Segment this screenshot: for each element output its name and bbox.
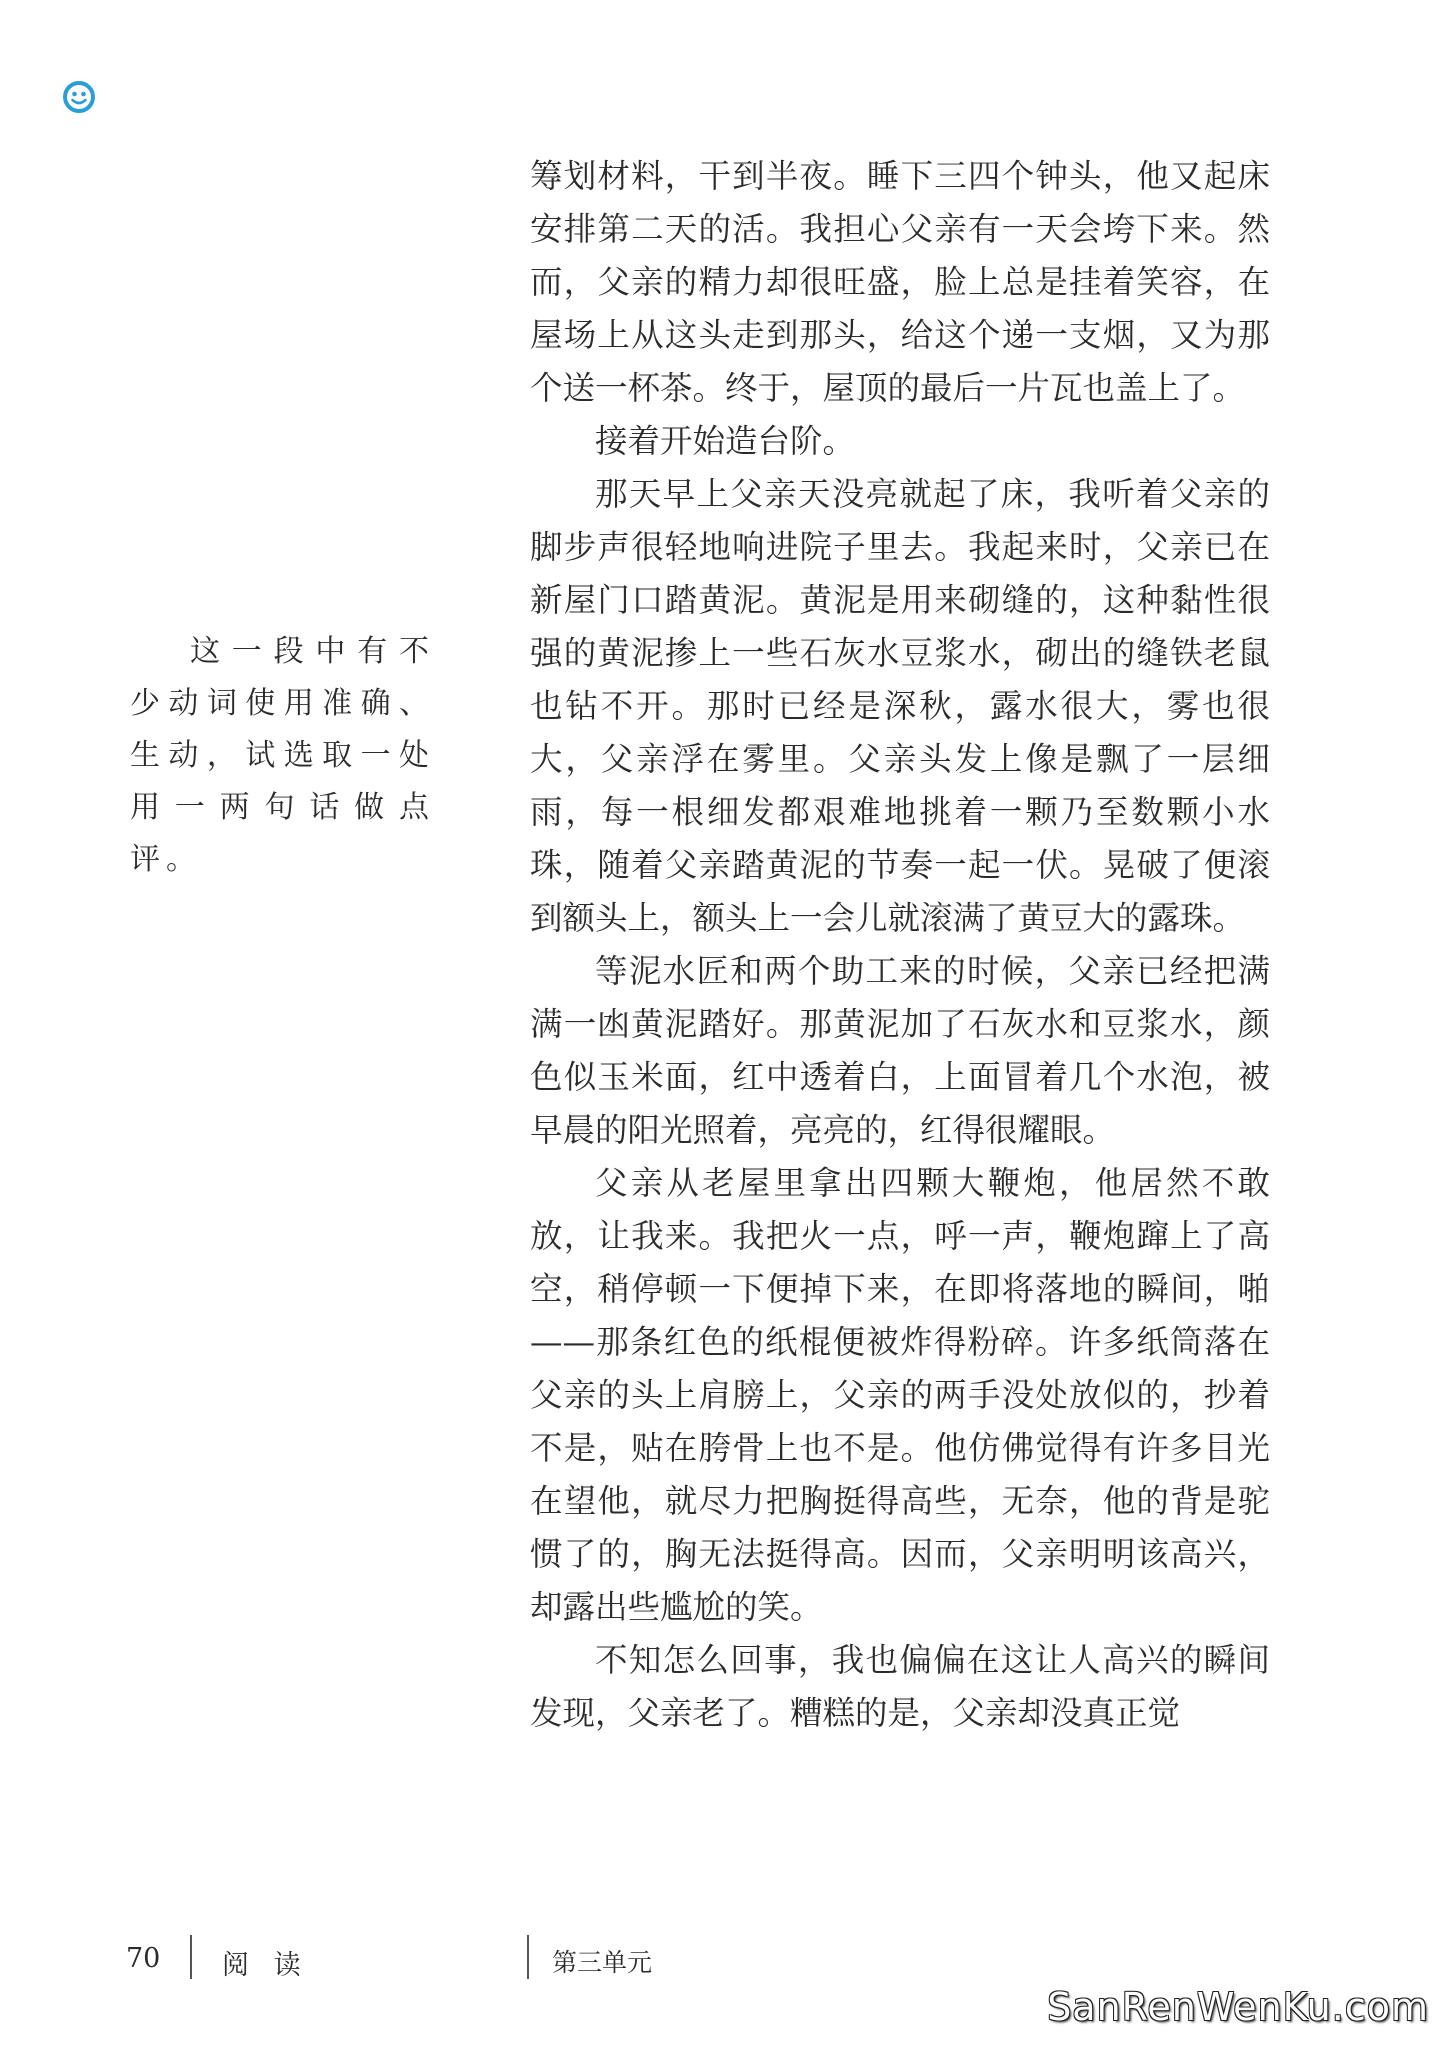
watermark: SanRenWenKu.com xyxy=(1047,1985,1429,2029)
section-label: 阅 读 xyxy=(222,1950,309,1981)
body-text xyxy=(530,150,1270,1740)
footer-divider xyxy=(190,1935,192,1979)
paragraph: 父亲从老屋里拿出四颗大鞭炮，他居然不敢放，让我来。我把火一点，呼一声，鞭炮蹿上了高空，稍停顿一下便掉下来，在即将落地的瞬间，啪——那条红色的纸棍便被炸得粉碎。许多纸筒落在父亲的头上肩膀上，父亲的两手没处放似的，抄着不是，贴在胯骨上也不是。他仿佛觉得有许多目光在望他，就尽力把胸挺得高些，无奈，他的背是驼惯了的，胸无法挺得高。因而，父亲明明该高兴，却露出些尴尬的笑。 xyxy=(530,1164,1270,1626)
paragraph: 不知怎么回事，我也偏偏在这让人高兴的瞬间发现，父亲老了。糟糕的是，父亲却没真正觉 xyxy=(530,1641,1270,1732)
paragraph: 等泥水匠和两个助工来的时候，父亲已经把满满一凼黄泥踏好。那黄泥加了石灰水和豆浆水，颜色似玉米面，红中透着白，上面冒着几个水泡，被早晨的阳光照着，亮亮的，红得很耀眼。 xyxy=(530,952,1270,1149)
page-footer xyxy=(0,1935,1449,1985)
paragraph: 接着开始造台阶。 xyxy=(595,422,856,460)
unit-label: 第三单元 xyxy=(552,1948,653,1977)
page-number: 70 xyxy=(126,1943,161,1974)
paragraph: 筹划材料，干到半夜。睡下三四个钟头，他又起床安排第二天的活。我担心父亲有一天会垮下来。然而，父亲的精力却很旺盛，脸上总是挂着笑容，在屋场上从这头走到那头，给这个递一支烟，又为那个送一杯茶。终于，屋顶的最后一片瓦也盖上了。 xyxy=(530,157,1270,407)
footer-divider xyxy=(527,1935,529,1979)
margin-note-text: 这一段中有不少动词使用准确、生动，试选取一处用一两句话做点评。 xyxy=(130,634,435,877)
paragraph: 那天早上父亲天没亮就起了床，我听着父亲的脚步声很轻地响进院子里去。我起来时，父亲已在新屋门口踏黄泥。黄泥是用来砌缝的，这种黏性很强的黄泥掺上一些石灰水豆浆水，砌出的缝铁老鼠也钻不开。那时已经是深秋，露水很大，雾也很大，父亲浮在雾里。父亲头发上像是飘了一层细雨，每一根细发都艰难地挑着一颗乃至数颗小水珠，随着父亲踏黄泥的节奏一起一伏。晃破了便滚到额头上，额头上一会儿就滚满了黄豆大的露珠。 xyxy=(530,475,1270,937)
smiley-icon xyxy=(62,80,96,114)
margin-note xyxy=(130,626,435,886)
